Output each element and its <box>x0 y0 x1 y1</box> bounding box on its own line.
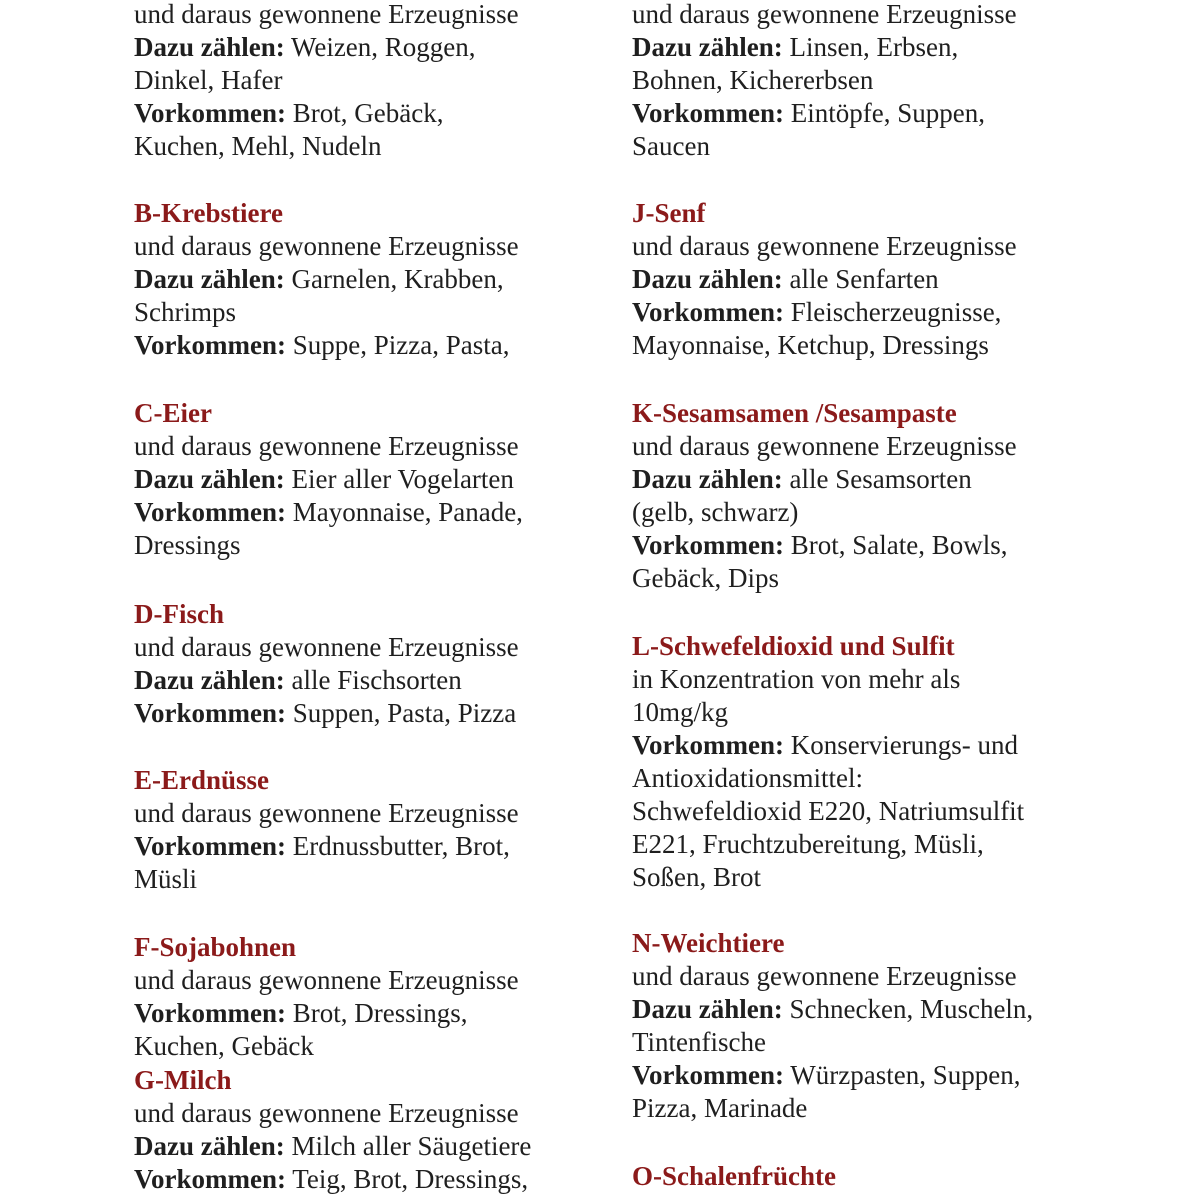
vorkommen-line-1 <box>632 296 1017 329</box>
dazu-label: Dazu zählen: <box>632 994 783 1024</box>
vorkommen-line-2: Gebäck, Dips <box>632 563 779 593</box>
dazu-label: Dazu zählen: <box>632 464 783 494</box>
description: und daraus gewonnene Erzeugnisse <box>632 0 1017 29</box>
allergen-e <box>134 764 519 896</box>
vorkommen-line-1 <box>134 997 519 1030</box>
allergen-title: N-Weichtiere <box>632 928 785 958</box>
allergen-title: J-Senf <box>632 198 706 228</box>
vorkommen-text: Konservierungs- und <box>784 730 1018 760</box>
description-line-1: in Konzentration von mehr als <box>632 664 961 694</box>
vorkommen-text: Fleischerzeugnisse, <box>784 297 1002 327</box>
allergen-title: C-Eier <box>134 398 212 428</box>
dazu-text: Eier aller Vogelarten <box>284 464 514 494</box>
allergen-title: O-Schalenfrüchte <box>632 1161 836 1191</box>
vorkommen-label: Vorkommen: <box>134 497 286 527</box>
dazu-line-1 <box>134 664 519 697</box>
vorkommen-line-2: Saucen <box>632 131 710 161</box>
allergen-g <box>134 1064 531 1196</box>
dazu-line-1 <box>632 993 1033 1026</box>
allergen-n <box>632 927 1033 1125</box>
dazu-label: Dazu zählen: <box>134 1131 285 1161</box>
vorkommen-line-3: Schwefeldioxid E220, Natriumsulfit <box>632 796 1025 826</box>
vorkommen-line-1 <box>134 97 519 130</box>
dazu-line-1 <box>632 263 1017 296</box>
vorkommen-label: Vorkommen: <box>632 530 784 560</box>
allergen-title: F-Sojabohnen <box>134 932 297 962</box>
vorkommen-text: Würzpasten, Suppen, <box>784 1060 1021 1090</box>
dazu-line-2: Tintenfische <box>632 1027 766 1057</box>
vorkommen-line-2: Pizza, Marinade <box>632 1093 808 1123</box>
vorkommen-line-1 <box>632 97 1017 130</box>
description: und daraus gewonnene Erzeugnisse <box>632 961 1017 991</box>
vorkommen-text: Eintöpfe, Suppen, <box>784 98 985 128</box>
vorkommen-line-2: Antioxidationsmittel: <box>632 763 863 793</box>
dazu-line-1 <box>134 1130 531 1163</box>
vorkommen-line-2: Dressings <box>134 530 241 560</box>
allergen-f <box>134 931 519 1063</box>
allergen-a-fragment <box>134 0 519 163</box>
description: und daraus gewonnene Erzeugnisse <box>134 965 519 995</box>
vorkommen-text: Suppen, Pasta, Pizza <box>286 698 517 728</box>
dazu-text: Milch aller Säugetiere <box>284 1131 532 1161</box>
vorkommen-line-1 <box>134 329 519 362</box>
vorkommen-text: Mayonnaise, Panade, <box>286 497 523 527</box>
dazu-line-1 <box>134 463 523 496</box>
vorkommen-text: Brot, Gebäck, <box>286 98 444 128</box>
allergen-title: B-Krebstiere <box>134 198 283 228</box>
vorkommen-label: Vorkommen: <box>134 998 286 1028</box>
dazu-text: alle Fischsorten <box>284 665 462 695</box>
dazu-text: Linsen, Erbsen, <box>782 32 959 62</box>
dazu-line-2: (gelb, schwarz) <box>632 497 799 527</box>
dazu-line-1 <box>632 31 1017 64</box>
dazu-text: Garnelen, Krabben, <box>284 264 504 294</box>
dazu-text: alle Sesamsorten <box>782 464 972 494</box>
dazu-label: Dazu zählen: <box>134 264 285 294</box>
allergen-title: E-Erdnüsse <box>134 765 270 795</box>
vorkommen-text: Teig, Brot, Dressings, <box>286 1164 529 1194</box>
dazu-label: Dazu zählen: <box>134 32 285 62</box>
dazu-text: Weizen, Roggen, <box>284 32 476 62</box>
vorkommen-text: Suppe, Pizza, Pasta, <box>286 330 510 360</box>
vorkommen-text: Erdnussbutter, Brot, <box>286 831 510 861</box>
description: und daraus gewonnene Erzeugnisse <box>134 431 519 461</box>
dazu-text: Schnecken, Muscheln, <box>782 994 1034 1024</box>
allergen-j <box>632 197 1017 362</box>
dazu-label: Dazu zählen: <box>134 665 285 695</box>
vorkommen-label: Vorkommen: <box>632 1060 784 1090</box>
allergen-title: K-Sesamsamen /Sesampaste <box>632 398 957 428</box>
description: und daraus gewonnene Erzeugnisse <box>134 1098 519 1128</box>
vorkommen-line-5: Soßen, Brot <box>632 862 762 892</box>
vorkommen-line-2: Kuchen, Gebäck <box>134 1031 314 1061</box>
vorkommen-label: Vorkommen: <box>134 831 286 861</box>
allergen-o <box>632 1160 836 1193</box>
vorkommen-label: Vorkommen: <box>632 730 784 760</box>
dazu-line-1 <box>134 31 519 64</box>
vorkommen-text: Brot, Salate, Bowls, <box>784 530 1008 560</box>
dazu-line-1 <box>134 263 519 296</box>
allergen-c <box>134 397 523 562</box>
dazu-line-1 <box>632 463 1017 496</box>
allergen-i-fragment <box>632 0 1017 163</box>
allergen-l <box>632 630 1024 894</box>
vorkommen-label: Vorkommen: <box>134 698 286 728</box>
vorkommen-line-1 <box>134 697 519 730</box>
dazu-line-2: Dinkel, Hafer <box>134 65 283 95</box>
description-line-2: 10mg/kg <box>632 697 729 727</box>
dazu-label: Dazu zählen: <box>632 264 783 294</box>
dazu-line-2: Bohnen, Kichererbsen <box>632 65 874 95</box>
vorkommen-line-2: Müsli <box>134 864 198 894</box>
allergen-title: D-Fisch <box>134 599 224 629</box>
vorkommen-label: Vorkommen: <box>134 98 286 128</box>
description: und daraus gewonnene Erzeugnisse <box>632 431 1017 461</box>
description: und daraus gewonnene Erzeugnisse <box>134 0 519 29</box>
description: und daraus gewonnene Erzeugnisse <box>134 231 519 261</box>
allergen-d <box>134 598 519 730</box>
dazu-label: Dazu zählen: <box>134 464 285 494</box>
vorkommen-line-2: Kuchen, Mehl, Nudeln <box>134 131 382 161</box>
vorkommen-line-4: E221, Fruchtzubereitung, Müsli, <box>632 829 984 859</box>
allergen-title: L-Schwefeldioxid und Sulfit <box>632 631 955 661</box>
vorkommen-label: Vorkommen: <box>632 297 784 327</box>
vorkommen-line-1 <box>632 1059 1033 1092</box>
dazu-text: alle Senfarten <box>782 264 939 294</box>
vorkommen-line-1 <box>632 529 1017 562</box>
vorkommen-line-1 <box>134 1163 531 1196</box>
vorkommen-text: Brot, Dressings, <box>286 998 468 1028</box>
vorkommen-line-2: Mayonnaise, Ketchup, Dressings <box>632 330 989 360</box>
description: und daraus gewonnene Erzeugnisse <box>134 632 519 662</box>
vorkommen-line-1 <box>134 830 519 863</box>
dazu-line-2: Schrimps <box>134 297 237 327</box>
allergen-b <box>134 197 519 362</box>
description: und daraus gewonnene Erzeugnisse <box>632 231 1017 261</box>
description: und daraus gewonnene Erzeugnisse <box>134 798 519 828</box>
allergen-title: G-Milch <box>134 1065 232 1095</box>
allergen-k <box>632 397 1017 595</box>
vorkommen-line-1 <box>134 496 523 529</box>
vorkommen-label: Vorkommen: <box>134 330 286 360</box>
dazu-label: Dazu zählen: <box>632 32 783 62</box>
vorkommen-label: Vorkommen: <box>134 1164 286 1194</box>
vorkommen-label: Vorkommen: <box>632 98 784 128</box>
vorkommen-line-1 <box>632 729 1024 762</box>
